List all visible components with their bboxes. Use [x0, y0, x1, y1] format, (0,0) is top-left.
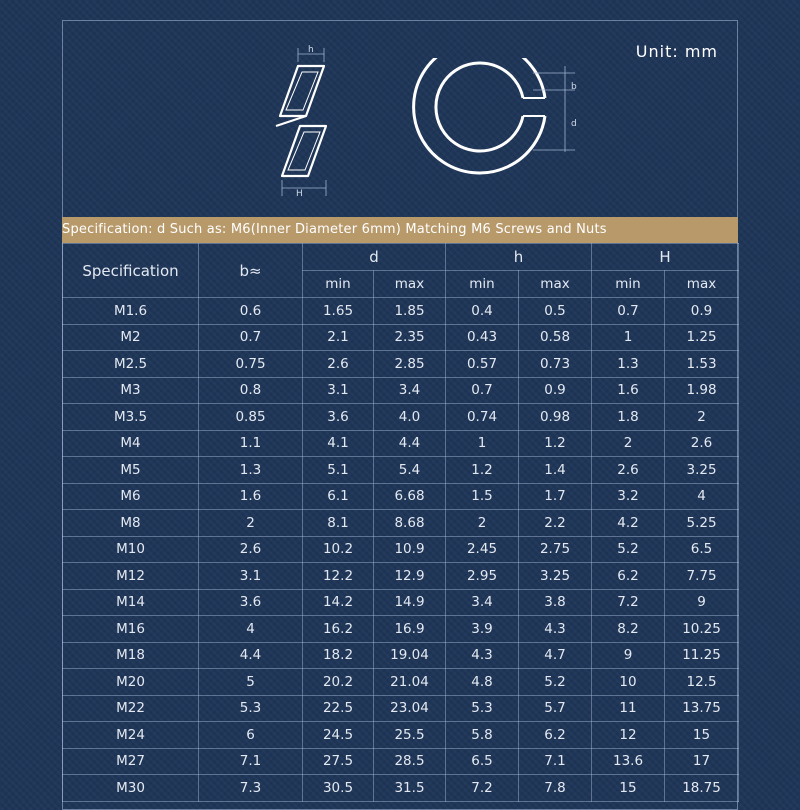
- cell-h-max: 6.2: [519, 722, 592, 749]
- header-H-max: max: [665, 271, 739, 298]
- cell-H-max: 12.5: [665, 669, 739, 696]
- cell-spec: M22: [63, 695, 199, 722]
- cell-d-max: 19.04: [374, 642, 446, 669]
- cell-H-min: 12: [592, 722, 665, 749]
- table-row: [63, 324, 739, 351]
- cell-h-max: 3.25: [519, 563, 592, 590]
- cell-b: 0.7: [199, 324, 303, 351]
- cell-spec: M30: [63, 775, 199, 802]
- cell-d-max: 4.0: [374, 404, 446, 431]
- table-row: [63, 404, 739, 431]
- header-d-min: min: [303, 271, 374, 298]
- cell-H-min: 7.2: [592, 589, 665, 616]
- table-row: [63, 351, 739, 378]
- cell-H-min: 1.3: [592, 351, 665, 378]
- h-dimension-label: h: [308, 45, 314, 55]
- cell-d-min: 18.2: [303, 642, 374, 669]
- cell-h-min: 0.7: [446, 377, 519, 404]
- cell-b: 4.4: [199, 642, 303, 669]
- header-h: h: [446, 244, 592, 271]
- cell-h-min: 2: [446, 510, 519, 537]
- spring-washer-spec-table: [62, 243, 739, 802]
- cell-d-min: 10.2: [303, 536, 374, 563]
- cell-h-max: 0.98: [519, 404, 592, 431]
- cell-spec: M6: [63, 483, 199, 510]
- header-d: d: [303, 244, 446, 271]
- cell-h-max: 2.75: [519, 536, 592, 563]
- table-row: [63, 748, 739, 775]
- cell-H-min: 1.8: [592, 404, 665, 431]
- cell-d-max: 12.9: [374, 563, 446, 590]
- cell-H-max: 1.98: [665, 377, 739, 404]
- cell-b: 3.6: [199, 589, 303, 616]
- cell-d-max: 10.9: [374, 536, 446, 563]
- cell-H-max: 5.25: [665, 510, 739, 537]
- cell-H-min: 9: [592, 642, 665, 669]
- table-row: [63, 589, 739, 616]
- cell-spec: M3.5: [63, 404, 199, 431]
- cell-d-min: 14.2: [303, 589, 374, 616]
- cell-H-max: 7.75: [665, 563, 739, 590]
- cell-d-min: 5.1: [303, 457, 374, 484]
- header-specification: Specification: [63, 244, 199, 298]
- cell-H-min: 6.2: [592, 563, 665, 590]
- table-row: [63, 563, 739, 590]
- cell-b: 5.3: [199, 695, 303, 722]
- cell-spec: M3: [63, 377, 199, 404]
- cell-d-min: 2.6: [303, 351, 374, 378]
- cell-b: 0.85: [199, 404, 303, 431]
- cell-h-min: 4.8: [446, 669, 519, 696]
- cell-spec: M1.6: [63, 298, 199, 325]
- cell-h-min: 7.2: [446, 775, 519, 802]
- header-d-max: max: [374, 271, 446, 298]
- cell-d-max: 2.35: [374, 324, 446, 351]
- table-row: [63, 457, 739, 484]
- cell-d-max: 25.5: [374, 722, 446, 749]
- cell-H-min: 15: [592, 775, 665, 802]
- cell-H-max: 17: [665, 748, 739, 775]
- table-row: [63, 536, 739, 563]
- table-row: [63, 377, 739, 404]
- header-H: H: [592, 244, 739, 271]
- cell-H-min: 5.2: [592, 536, 665, 563]
- cell-h-max: 7.8: [519, 775, 592, 802]
- cell-h-min: 4.3: [446, 642, 519, 669]
- table-body: [63, 298, 739, 802]
- cell-d-min: 6.1: [303, 483, 374, 510]
- table-row: [63, 695, 739, 722]
- cell-d-max: 14.9: [374, 589, 446, 616]
- table-row: [63, 483, 739, 510]
- cell-h-min: 0.4: [446, 298, 519, 325]
- specification-banner: Specification: d Such as: M6(Inner Diameter 6mm) Matching M6 Screws and Nuts: [62, 217, 738, 243]
- cell-h-min: 5.8: [446, 722, 519, 749]
- cell-spec: M4: [63, 430, 199, 457]
- cell-H-min: 2: [592, 430, 665, 457]
- cell-b: 0.6: [199, 298, 303, 325]
- cell-h-max: 2.2: [519, 510, 592, 537]
- d-dimension-label: d: [571, 119, 577, 129]
- cell-spec: M27: [63, 748, 199, 775]
- cell-b: 3.1: [199, 563, 303, 590]
- cell-d-min: 16.2: [303, 616, 374, 643]
- cell-d-min: 3.6: [303, 404, 374, 431]
- cell-H-max: 1.53: [665, 351, 739, 378]
- cell-d-min: 12.2: [303, 563, 374, 590]
- cell-d-max: 5.4: [374, 457, 446, 484]
- cell-spec: M18: [63, 642, 199, 669]
- cell-h-min: 2.45: [446, 536, 519, 563]
- cell-d-max: 3.4: [374, 377, 446, 404]
- cell-b: 0.75: [199, 351, 303, 378]
- cell-d-min: 8.1: [303, 510, 374, 537]
- cell-d-max: 23.04: [374, 695, 446, 722]
- cell-h-max: 1.7: [519, 483, 592, 510]
- cell-b: 7.3: [199, 775, 303, 802]
- cell-H-min: 1: [592, 324, 665, 351]
- cell-b: 1.3: [199, 457, 303, 484]
- cell-b: 2.6: [199, 536, 303, 563]
- table-row: [63, 669, 739, 696]
- table-row: [63, 616, 739, 643]
- cell-H-max: 10.25: [665, 616, 739, 643]
- cell-d-max: 28.5: [374, 748, 446, 775]
- cell-H-min: 1.6: [592, 377, 665, 404]
- cell-spec: M14: [63, 589, 199, 616]
- cell-H-max: 4: [665, 483, 739, 510]
- cell-h-max: 0.58: [519, 324, 592, 351]
- table-row: [63, 510, 739, 537]
- cell-spec: M20: [63, 669, 199, 696]
- cell-d-min: 24.5: [303, 722, 374, 749]
- cell-H-max: 13.75: [665, 695, 739, 722]
- cell-b: 0.8: [199, 377, 303, 404]
- cell-H-min: 3.2: [592, 483, 665, 510]
- cell-spec: M2.5: [63, 351, 199, 378]
- cell-d-min: 4.1: [303, 430, 374, 457]
- cell-d-max: 8.68: [374, 510, 446, 537]
- cell-h-max: 5.7: [519, 695, 592, 722]
- cell-h-max: 1.2: [519, 430, 592, 457]
- cell-d-min: 1.65: [303, 298, 374, 325]
- cell-H-max: 3.25: [665, 457, 739, 484]
- cell-spec: M8: [63, 510, 199, 537]
- cell-d-min: 30.5: [303, 775, 374, 802]
- cell-spec: M16: [63, 616, 199, 643]
- cell-h-min: 3.4: [446, 589, 519, 616]
- table-row: [63, 722, 739, 749]
- cell-H-min: 0.7: [592, 298, 665, 325]
- header-h-min: min: [446, 271, 519, 298]
- cell-spec: M24: [63, 722, 199, 749]
- cell-H-max: 18.75: [665, 775, 739, 802]
- cell-H-min: 4.2: [592, 510, 665, 537]
- cell-b: 1.1: [199, 430, 303, 457]
- cell-d-min: 27.5: [303, 748, 374, 775]
- cell-h-max: 4.7: [519, 642, 592, 669]
- cell-h-max: 4.3: [519, 616, 592, 643]
- cell-H-max: 9: [665, 589, 739, 616]
- H-dimension-label: H: [296, 189, 303, 199]
- cell-h-max: 0.73: [519, 351, 592, 378]
- table-row: [63, 298, 739, 325]
- cell-d-min: 22.5: [303, 695, 374, 722]
- cell-h-min: 1.2: [446, 457, 519, 484]
- cell-H-max: 15: [665, 722, 739, 749]
- cell-d-max: 16.9: [374, 616, 446, 643]
- cell-d-max: 2.85: [374, 351, 446, 378]
- cell-h-min: 2.95: [446, 563, 519, 590]
- cell-H-min: 11: [592, 695, 665, 722]
- cell-d-max: 21.04: [374, 669, 446, 696]
- cell-h-min: 0.74: [446, 404, 519, 431]
- washer-ring-view-diagram: [405, 58, 595, 188]
- cell-b: 7.1: [199, 748, 303, 775]
- cell-H-max: 1.25: [665, 324, 739, 351]
- cell-spec: M5: [63, 457, 199, 484]
- cell-H-max: 2.6: [665, 430, 739, 457]
- cell-b: 5: [199, 669, 303, 696]
- cell-h-max: 5.2: [519, 669, 592, 696]
- cell-h-min: 1: [446, 430, 519, 457]
- cell-b: 2: [199, 510, 303, 537]
- b-dimension-label: b: [571, 82, 577, 92]
- cell-h-max: 3.8: [519, 589, 592, 616]
- header-b: b≈: [199, 244, 303, 298]
- cell-H-max: 11.25: [665, 642, 739, 669]
- washer-side-view-diagram: [262, 40, 352, 200]
- cell-h-min: 0.57: [446, 351, 519, 378]
- table-row: [63, 642, 739, 669]
- cell-h-min: 6.5: [446, 748, 519, 775]
- cell-b: 4: [199, 616, 303, 643]
- cell-d-max: 4.4: [374, 430, 446, 457]
- cell-d-min: 2.1: [303, 324, 374, 351]
- cell-spec: M12: [63, 563, 199, 590]
- cell-spec: M10: [63, 536, 199, 563]
- cell-b: 1.6: [199, 483, 303, 510]
- cell-h-min: 0.43: [446, 324, 519, 351]
- cell-b: 6: [199, 722, 303, 749]
- cell-H-max: 0.9: [665, 298, 739, 325]
- cell-h-min: 3.9: [446, 616, 519, 643]
- cell-d-min: 3.1: [303, 377, 374, 404]
- cell-d-max: 6.68: [374, 483, 446, 510]
- cell-H-max: 6.5: [665, 536, 739, 563]
- cell-H-min: 2.6: [592, 457, 665, 484]
- cell-H-min: 10: [592, 669, 665, 696]
- cell-H-min: 8.2: [592, 616, 665, 643]
- header-H-min: min: [592, 271, 665, 298]
- cell-H-max: 2: [665, 404, 739, 431]
- cell-h-min: 1.5: [446, 483, 519, 510]
- table-row: [63, 430, 739, 457]
- cell-spec: M2: [63, 324, 199, 351]
- cell-H-min: 13.6: [592, 748, 665, 775]
- cell-d-max: 1.85: [374, 298, 446, 325]
- header-h-max: max: [519, 271, 592, 298]
- cell-h-max: 1.4: [519, 457, 592, 484]
- table-row: [63, 775, 739, 802]
- cell-d-max: 31.5: [374, 775, 446, 802]
- cell-d-min: 20.2: [303, 669, 374, 696]
- unit-label: Unit: mm: [635, 42, 718, 61]
- cell-h-min: 5.3: [446, 695, 519, 722]
- cell-h-max: 0.5: [519, 298, 592, 325]
- cell-h-max: 0.9: [519, 377, 592, 404]
- cell-h-max: 7.1: [519, 748, 592, 775]
